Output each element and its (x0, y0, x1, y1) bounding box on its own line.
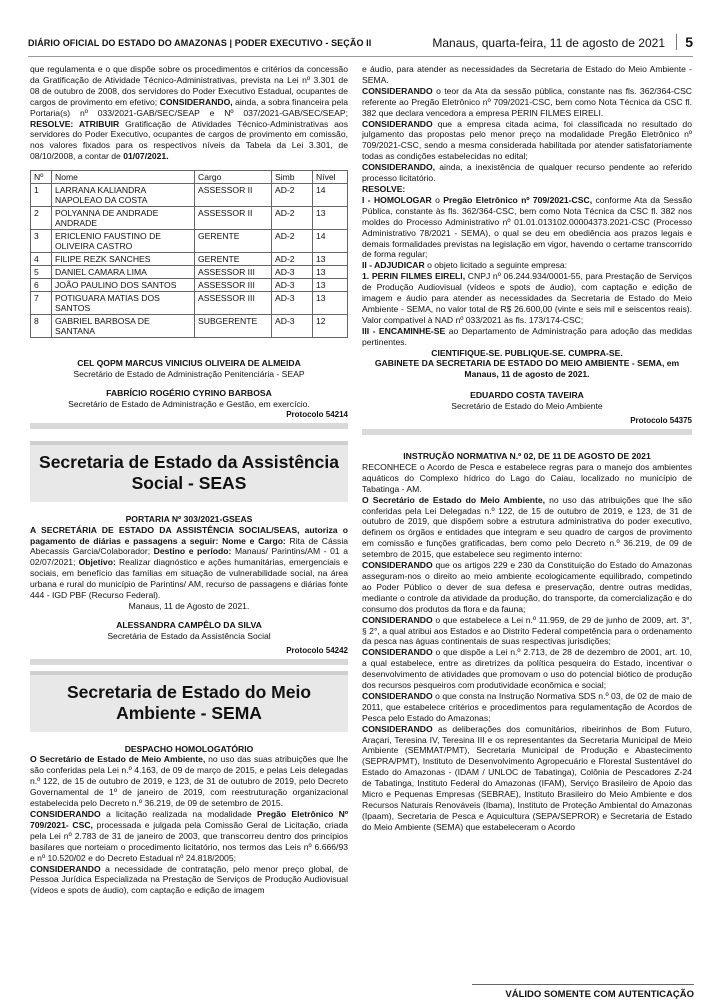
table-cell: AD-3 (272, 292, 313, 315)
table-row (31, 184, 348, 207)
body-paragraph: CONSIDERANDO o que estabelece a Lei n.º 11.959, de 29 de junho de 2009, art. 3°, § 2°, a qual atribui aos Estados e ao Distrito Federal competência para o ordenamento da pesca nas águas continentais de suas respectivas jurisdições; (362, 614, 692, 647)
table-cell: ASSESSOR II (195, 207, 272, 230)
table-cell: ASSESSOR III (195, 292, 272, 315)
right-column (362, 64, 692, 833)
table-cell: AD-2 (272, 230, 313, 253)
section-banner-sema: Secretaria de Estado do Meio Ambiente - SEMA (30, 671, 348, 732)
gabinete-notice: GABINETE DA SECRETARIA DE ESTADO DO MEIO AMBIENTE - SEMA, em Manaus, 11 de agosto de 2021. (374, 358, 680, 380)
table-cell: GERENTE (195, 230, 272, 253)
portaria-date: Manaus, 11 de Agosto de 2021. (128, 600, 250, 611)
table-row (31, 279, 348, 292)
publish-notice: CIENTIFIQUE-SE. PUBLIQUE-SE. CUMPRA-SE. (431, 347, 623, 358)
despacho-title: DESPACHO HOMOLOGATÓRIO (124, 743, 254, 754)
page-number: 5 (676, 34, 693, 50)
signer-role: Secretária de Estado da Assistência Social (107, 630, 271, 641)
table-cell: LARRANA KALIANDRA NAPOLEAO DA COSTA (52, 184, 195, 207)
body-paragraph: 1. PERIN FILMES EIRELI, CNPJ nº 06.244.934/0001-55, para Prestação de Serviços de Produção Audiovisual (vídeos e spots de áudio), com captação e edição de imagem e áudio para atender as necessidades da Secretaria de Estado do Meio Ambiente - SEMA, no valor total de R$ 26.600,00 (vinte e seis mil e seiscentos reais). Valor compatível à NAD nº 033/2021 às fls. 173/174-CSC; (362, 271, 693, 325)
table-cell: ASSESSOR II (195, 184, 272, 207)
table-cell: GERENTE (195, 253, 272, 266)
body-paragraph: O Secretário de Estado do Meio Ambiente, no uso das atribuições que lhe são conferidas pela Lei Delegadas n.º 122, de 15 de outubro de 2019, e 123, de 31 de outubro de 2019, que dispõem sobre a estrutura administrativa do poder executivo, definem os órgãos e entidades que integram e seu quadro de cargos de provimento em comissão e funções gratificadas, bem como pelo Decreto n.º 36.219, de 09 de setembro de 2015, que estabelece seu regimento interno: (362, 494, 692, 560)
table-cell: AD-2 (272, 207, 313, 230)
signer-name: FABRÍCIO ROGÉRIO CYRINO BARBOSA (106, 387, 272, 398)
instruction-title: INSTRUÇÃO NORMATIVA N.º 02, DE 11 DE AGOSTO DE 2021 (403, 451, 651, 461)
body-paragraph: CONSIDERANDO as deliberações dos comunitários, ribeirinhos de Bom Futuro, Araçari, Teresina IV, Teresina III e os representantes da Secretaria Municipal de Meio Ambiente (SEMMAT/PMT), Secretaria Municipal de Produção e Abastecimento (SEPRA/PMT), Instituto de Desenvolvimento Agropecuário e Florestal Sustentável do Estado do Amazonas - (IDAM / UNLOC de Tabatinga), Colônia de Pescadores Z-24 de Tabatinga, Instituto Federal do Amazonas (IFAM), Serviço Brasileiro de Apoio das Micro e Pequenas Empresas (SEBRAE), Instituto Brasileiro do Meio Ambiente e dos Recursos Naturais Renováveis (Ibama), Instituto de Proteção Ambiental do Amazonas (Ipaam), Secretaria de Pesca e Aquicultura (SEPA/SEPROR) e Secretaria de Estado do Meio Ambiente (SEMA) que estabeleceram o Acordo (362, 723, 692, 832)
table-cell: SUBGERENTE (195, 315, 272, 338)
table-row (31, 253, 348, 266)
signer-role: Secretário de Estado de Administração Penitenciária - SEAP (73, 369, 305, 380)
signer-role: Secretário de Estado de Administração e Gestão, em exercício. (68, 398, 310, 409)
table-cell: 7 (31, 292, 52, 315)
table-cell: AD-3 (272, 315, 313, 338)
section-banner-seas: Secretaria de Estado da Assistência Social - SEAS (30, 441, 348, 502)
resolve-label: RESOLVE: (362, 183, 406, 194)
table-cell: FILIPE REZK SANCHES (52, 253, 195, 266)
table-cell: 6 (31, 279, 52, 292)
signer-role: Secretário de Estado do Meio Ambiente (451, 401, 603, 412)
signer-name: ALESSANDRA CAMPÊLO DA SILVA (116, 619, 262, 630)
col-header: Cargo (195, 171, 272, 184)
body-paragraph: CONSIDERANDO, ainda, a inexistência de qualquer recurso pendente ao referido processo licitatório. (362, 162, 692, 184)
table-cell: ASSESSOR III (195, 266, 272, 279)
body-paragraph: I - HOMOLOGAR o Pregão Eletrônico nº 709/2021-CSC, conforme Ata da Sessão Pública, constante às fls. 362/364-CSC, bem como Nota Técnica da CSC fl. 382 nos moldes do Processo Administrativo nº 01.01.013102.00004373.2021-CSC (Processo Administrativo 78/2021 - SEMA), o qual se deu em obediência aos prazos legais e demais formalidades previstas na legislação em vigor, havendo o certame transcorrido de forma regular; (362, 194, 692, 260)
table-cell: 13 (313, 253, 348, 266)
body-paragraph: CONSIDERANDO que os artigos 229 e 230 da Constituição do Estado do Amazonas asseguram-nos o direito ao meio ambiente ecologicamente equilibrado, competindo ao Poder Público o dever de sua defesa e preservação, dentre outras medidas, mediante o controle da atividade da produção, do transporte, da comercialização e do consumo dos produtos da flora e da fauna; (362, 560, 693, 614)
table-cell: JOÃO PAULINO DOS SANTOS (52, 279, 195, 292)
table-cell: 1 (31, 184, 52, 207)
section-divider (362, 429, 692, 435)
page-header (28, 34, 693, 57)
table-cell: 12 (313, 315, 348, 338)
body-paragraph: CONSIDERANDO o que dispõe a Lei n.º 2.713, de 28 de dezembro de 2001, art. 10, a qual estabelece, entre as diretrizes da política pesqueira do Estado, incentivar o desenvolvimento de atividades que promovam o uso do potencial biótico de produção dos recursos pesqueiros com produtividade econômica e social; (362, 647, 692, 691)
table-cell: 14 (313, 184, 348, 207)
signature-seap (30, 358, 348, 380)
table-cell: POTIGUARA MATIAS DOS SANTOS (52, 292, 195, 315)
signer-name: EDUARDO COSTA TAVEIRA (470, 390, 584, 401)
table-cell: 2 (31, 207, 52, 230)
protocol-number: Protocolo 54375 (630, 416, 692, 426)
left-column (30, 64, 348, 896)
protocol-number: Protocolo 54242 (286, 645, 348, 655)
table-cell: ERICLENIO FAUSTINO DE OLIVEIRA CASTRO (52, 230, 195, 253)
table-cell: POLYANNA DE ANDRADE ANDRADE (52, 207, 195, 230)
protocol-number: Protocolo 54214 (286, 409, 348, 419)
table-cell: 8 (31, 315, 52, 338)
table-cell: 5 (31, 266, 52, 279)
table-cell: 3 (31, 230, 52, 253)
table-row (31, 207, 348, 230)
section-divider (30, 659, 348, 665)
portaria-body: A SECRETÁRIA DE ESTADO DA ASSISTÊNCIA SOCIAL/SEAS, autoriza o pagamento de diárias e passagens a seguir: Nome e Cargo: Rita de Cássia Abecassis Garcia/Colaborador; Destino e período: Manaus/ Parintins/AM - 01 a 02/07/2021; Objetivo: Realizar diagnóstico e ações humanitárias, emergenciais e sociais, em benefício das famílias em situação de vulnerabilidade social, na área urbana e rural do município de Parintins/ AM, recurso de passagens e diárias fonte 444 - IGD PBF (Recurso Federal). (30, 524, 349, 601)
despacho-paragraph: CONSIDERANDO a licitação realizada na modalidade Pregão Eletrônico Nº 709/2021- CSC, processada e julgada pela Comissão Geral de Licitação, criada pela Lei nº 2.783 de 31 de janeiro de 2003, que transcorreu dentro dos princípios basilares que norteiam o procedimento licitatório, nos termos das Leis nº 6.666/93 e nº 10.520/02 e do Decreto Estadual nº 24.818/2005; (30, 809, 349, 863)
table-cell: ASSESSOR III (195, 279, 272, 292)
signature-sead (30, 388, 348, 410)
table-cell: AD-3 (272, 279, 313, 292)
signature-sema (362, 390, 692, 412)
col-header: Nível (313, 171, 348, 184)
despacho-paragraph: CONSIDERANDO a necessidade de contratação, pelo menor preço global, de Pessoa Jurídica Especializada na Prestação de Serviços de Produção Audiovisual (vídeos e spots de áudio), com captação e edição de imagem (30, 863, 348, 896)
authentication-footer: VÁLIDO SOMENTE COM AUTENTICAÇÃO (472, 984, 694, 1000)
table-cell: GABRIEL BARBOSA DE SANTANA (52, 315, 195, 338)
table-header-row (31, 171, 348, 184)
intro-paragraph: que regulamenta e o que dispõe sobre os procedimentos e critérios da concessão da Gratificação de Atividade Técnico-Administrativas, prevista na Lei nº 3.301 de 08 de outubro de 2008, dos servidores do Poder Executivo Estadual, ocupantes de cargos de provimento em efetivo; CONSIDERANDO, ainda, a sobra financeira pela Portaria(s) nº 033/2021-GAB/SEC/SEAP e Nº 037/2021-GAB/SEC/SEAP; RESOLVE: ATRIBUIR Gratificação de Atividades Técnico-Administrativas aos servidores do Poder Executivo, ocupantes de cargos de provimento em comissão, nos valores fixados para os respectivos níveis da Tabela da Lei 3.301, de 08/10/2008, a contar de 01/07/2021. (30, 64, 349, 162)
signature-seas (30, 620, 348, 642)
servers-table (30, 170, 348, 338)
table-cell: AD-3 (272, 266, 313, 279)
col-header: Simb (272, 171, 313, 184)
table-cell: 13 (313, 266, 348, 279)
table-row (31, 266, 348, 279)
header-date: Manaus, quarta-feira, 11 de agosto de 2021 (432, 36, 665, 50)
table-cell: 14 (313, 230, 348, 253)
portaria-title: PORTARIA Nº 303/2021-GSEAS (125, 513, 253, 524)
despacho-paragraph: O Secretário de Estado de Meio Ambiente, no uso das suas atribuições que lhe são conferidas pela Lei n.º 4.163, de 09 de março de 2015, e pelas Leis delegadas n.º 122, de 15 de outubro de 2019, e 123, de 31 de outubro de 2019, pelo Decreto Governamental de 1º de janeiro de 2019, com reestruturação organizacional estabelecida pelo Decreto n.º 36.219, de 09 de setembro de 2015. (30, 754, 348, 809)
signer-name: CEL QOPM MARCUS VINICIUS OLIVEIRA DE ALMEIDA (77, 358, 301, 369)
body-paragraph: CONSIDERANDO o que consta na Instrução Normativa SDS n.º 03, de 02 de maio de 2011, que estabelece critérios e procedimentos para regulamentação de Acordos de Pesca pelo Estado do Amazonas; (362, 690, 693, 723)
table-cell: 13 (313, 207, 348, 230)
table-cell: DANIEL CAMARA LIMA (52, 266, 195, 279)
body-paragraph: II - ADJUDICAR o objeto licitado a seguinte empresa: (362, 260, 568, 271)
section-divider (30, 423, 348, 429)
table-cell: 13 (313, 279, 348, 292)
table-row (31, 315, 348, 338)
table-cell: 4 (31, 253, 52, 266)
body-paragraph: III - ENCAMINHE-SE ao Departamento de Administração para adoção das medidas pertinentes. (362, 325, 693, 347)
table-cell: AD-2 (272, 253, 313, 266)
body-paragraph: e áudio, para atender as necessidades da Secretaria de Estado do Meio Ambiente - SEMA. (362, 64, 692, 85)
table-row (31, 230, 348, 253)
body-paragraph: CONSIDERANDO o teor da Ata da sessão pública, constante nas fls. 362/364-CSC referente ao Pregão Eletrônico nº 709/2021-CSC, bem como Nota Técnica da CSC fl. 382 que declara vencedora a empresa PERIN FILMES EIRELI. (362, 85, 693, 118)
body-paragraph: RECONHECE o Acordo de Pesca e estabelece regras para o manejo dos ambientes aquáticos do Complexo hídrico do Lago do Caiau, localizado no município de Tabatinga - AM. (362, 461, 692, 494)
col-header: Nome (52, 171, 195, 184)
table-row (31, 292, 348, 315)
table-cell: 13 (313, 292, 348, 315)
col-header: Nº (31, 171, 52, 184)
body-paragraph: CONSIDERANDO que a empresa citada acima, foi classificada no resultado do julgamento das propostas pelo menor preço na modalidade Pregão Eletrônico nº 709/2021-CSC, sendo a mesma considerada habilitada por atender satisfatoriamente todas as condições estabelecidas no edital; (362, 118, 692, 162)
journal-section-label: DIÁRIO OFICIAL DO ESTADO DO AMAZONAS | PODER EXECUTIVO - SEÇÃO II (28, 38, 372, 48)
table-cell: AD-2 (272, 184, 313, 207)
